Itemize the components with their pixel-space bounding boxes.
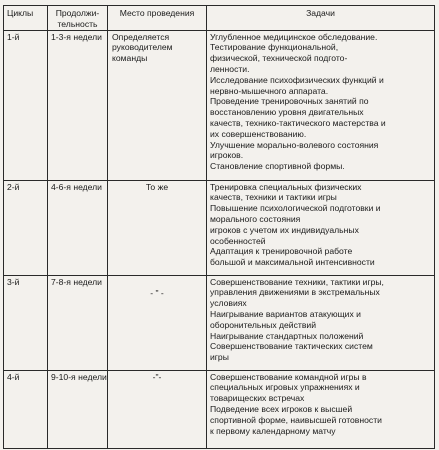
header-place: Место проведения: [108, 6, 207, 31]
table-row: [4, 30, 435, 180]
table-row: [4, 370, 435, 448]
header-tasks: Задачи: [207, 6, 435, 31]
place-cell: - " -: [108, 275, 207, 370]
table-header-row: [4, 6, 435, 31]
cycle-cell: 2-й: [4, 180, 48, 275]
training-plan-table: [3, 5, 435, 449]
duration-cell: 4-6-я недели: [48, 180, 108, 275]
tasks-cell: Совершенствование командной игры в специальных игровых упражнениях и товарищеских встречах Подведение всех игроков к высшей спортивной форме, наивысшей готовности к первому календарному матчу: [207, 370, 435, 448]
tasks-cell: Совершенствование техники, тактики игры, управления движениями в экстремальных условиях Наигрывание вариантов атакующих и оборонительных действий Наигрывание стандартных положений Совершенствование тактических систем игры: [207, 275, 435, 370]
duration-cell: 7-8-я недели: [48, 275, 108, 370]
tasks-cell: Тренировка специальных физических качеств, техники и тактики игры Повышение психологической подготовки и морального состояния игроков с учетом их индивидуальных особенностей Адаптация к тренировочной работе большой и максимальной интенсивности: [207, 180, 435, 275]
header-duration: Продолжи- тельность: [48, 6, 108, 31]
place-cell: То же: [108, 180, 207, 275]
cycle-cell: 3-й: [4, 275, 48, 370]
header-cycles: Циклы: [4, 6, 48, 31]
table-row: [4, 180, 435, 275]
duration-cell: 1-3-я недели: [48, 30, 108, 180]
cycle-cell: 1-й: [4, 30, 48, 180]
cycle-cell: 4-й: [4, 370, 48, 448]
place-cell: Определяется руководителем команды: [108, 30, 207, 180]
tasks-cell: Углубленное медицинское обследование. Тестирование функциональной, физической, технической подгото- ленности. Исследование психофизических функций и нервно-мышечного аппарата. Проведение тренировочных занятий по восстановлению уровня двигательных качеств, технико-тактического мастерства и их совершенствованию. Улучшение морально-волевого состояния игроков. Становление спортивной формы.: [207, 30, 435, 180]
duration-cell: 9-10-я недели: [48, 370, 108, 448]
place-cell: -"-: [108, 370, 207, 448]
table-row: [4, 275, 435, 370]
